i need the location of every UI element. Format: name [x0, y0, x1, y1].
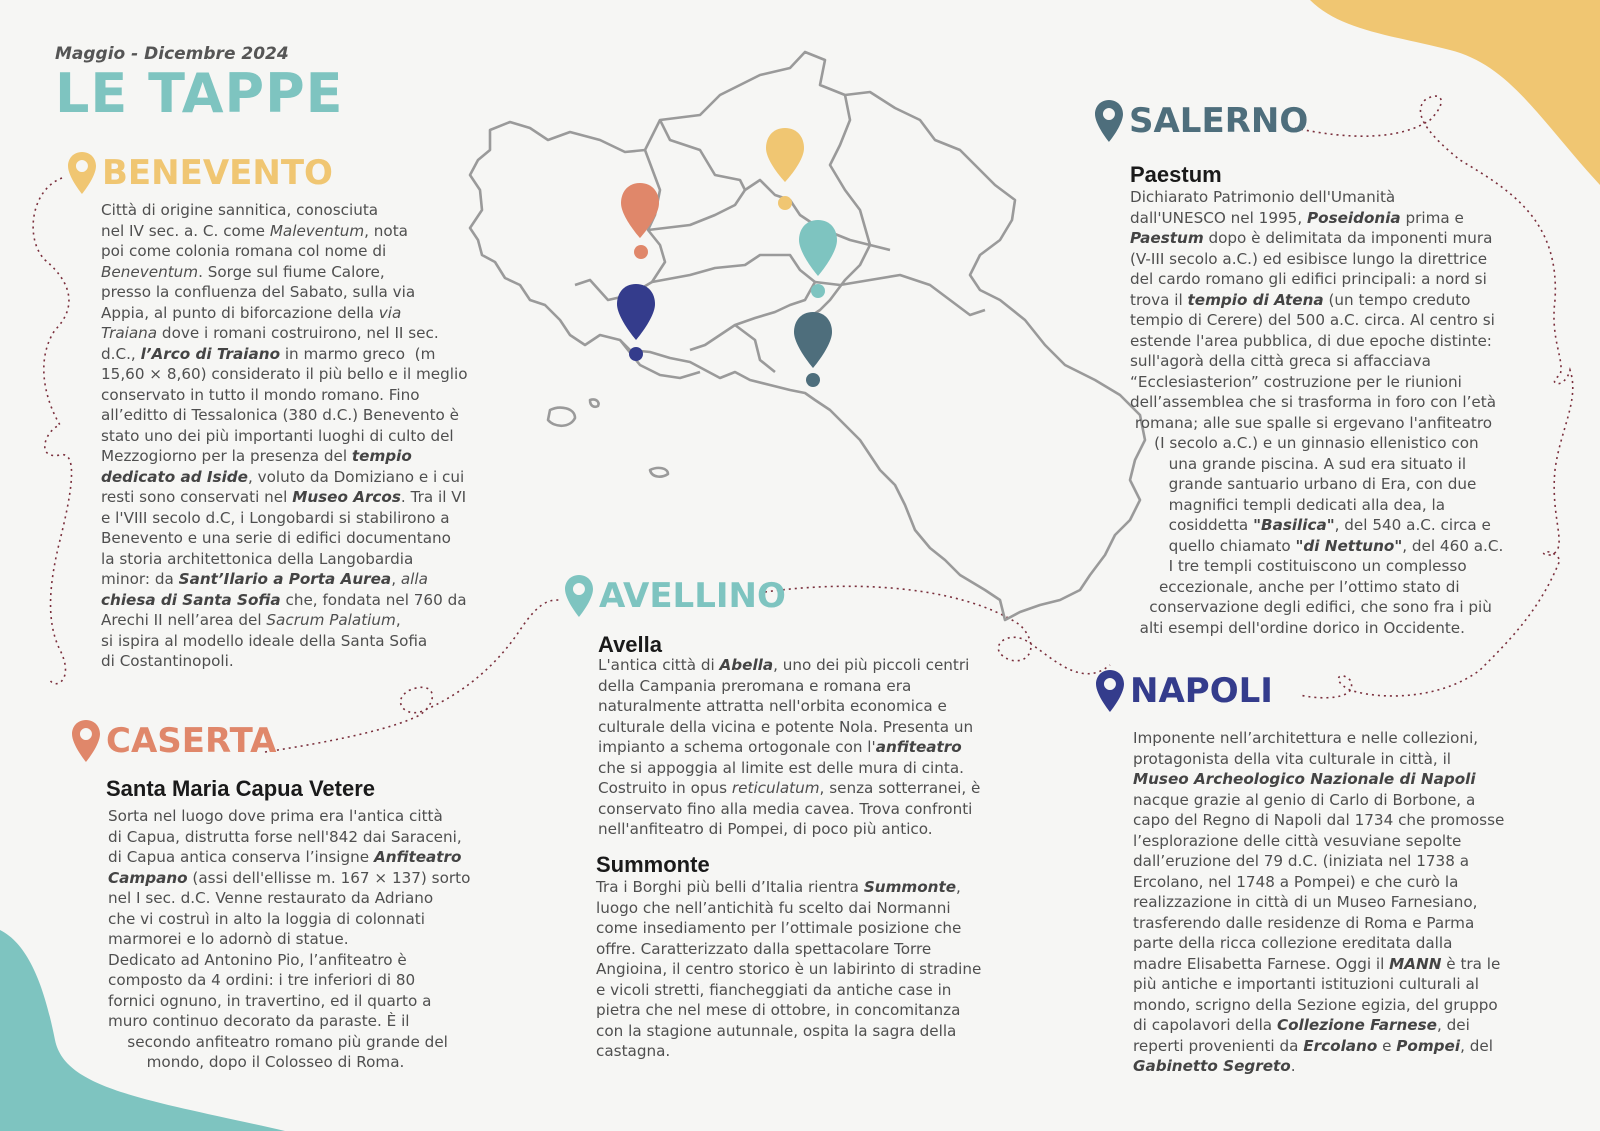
text-line: quello chiamato "di Nettuno", del 460 a.C.	[1130, 536, 1504, 555]
text-line: resti sono conservati nel Museo Arcos. Tra il VI	[101, 488, 467, 506]
text-line: naturalmente attratta nell'orbita economica e	[598, 697, 947, 715]
text-line: mondo, dopo il Colosseo di Roma.	[108, 1053, 405, 1071]
text-line: dedicato ad Iside, voluto da Domiziano e i cui	[101, 467, 465, 486]
city-title-avellino	[563, 573, 786, 619]
text-line: come insediamento per l’ottimale posizione che	[596, 919, 962, 937]
text-line: I tre templi costituiscono un complesso	[1130, 557, 1467, 575]
text-line: presso la confluenza del Sabato, sulla via	[101, 283, 416, 301]
text-line: del cardo romano gli edifici principali: a nord si	[1130, 270, 1487, 288]
text-line: all’editto di Tessalonica (380 d.C.) Benevento è	[101, 406, 460, 424]
text-line: Benevento e una serie di edifici documentano	[101, 529, 451, 547]
text-line: Appia, al punto di biforcazione della via	[101, 303, 402, 322]
avellino-site-summonte: Summonte	[596, 852, 710, 877]
text-line: 15,60 × 8,60) considerato il più bello e il meglio	[101, 365, 468, 383]
text-line: Dichiarato Patrimonio dell'Umanità	[1130, 188, 1396, 206]
text-line: e l'VIII secolo d.C, i Longobardi si stabilirono a	[101, 508, 450, 527]
text-line: conservazione degli edifici, che sono fra i più	[1130, 598, 1492, 616]
text-line: e vicoli stretti, fiancheggiati da antiche case in	[596, 980, 952, 999]
text-line: Mezzogiorno per la presenza del tempio	[101, 447, 412, 465]
text-line: chiesa di Santa Sofia che, fondata nel 760 da	[101, 590, 467, 609]
text-line: “Ecclesiasterion” costruzione per le riunioni	[1130, 372, 1462, 391]
text-line: romana; alle sue spalle si ergevano l'anfiteatro	[1130, 413, 1493, 432]
text-line: protagonista della vita culturale in città, il	[1133, 749, 1452, 768]
text-line: grande santuario urbano di Era, con due	[1130, 475, 1477, 493]
text-line: muro continuo decorato da paraste. È il	[108, 1012, 410, 1030]
text-line: trova il tempio di Atena (un tempo creduto	[1130, 290, 1471, 309]
date-range: Maggio - Dicembre 2024	[55, 44, 289, 64]
text-line: castagna.	[596, 1042, 671, 1060]
location-pin-icon	[1094, 668, 1126, 714]
text-line: Sorta nel luogo dove prima era l'antica città	[108, 807, 443, 825]
city-name-caserta: CASERTA	[106, 721, 277, 761]
text-line: Dedicato ad Antonino Pio, l’anfiteatro è	[108, 950, 407, 969]
location-pin-icon	[563, 573, 595, 619]
caserta-text	[108, 806, 508, 1073]
text-line: culturale della vicina e potente Nola. Presenta un	[598, 717, 974, 736]
avellino-site-avella: Avella	[598, 632, 663, 657]
text-line: sull'agorà della città greca si affacciava	[1130, 352, 1431, 370]
text-line: d.C., l’Arco di Traiano in marmo greco (m	[101, 344, 436, 363]
text-line: reperti provenienti da Ercolano e Pompei, del	[1133, 1036, 1493, 1055]
map-pin-yellow[interactable]	[766, 128, 804, 210]
text-line: Città di origine sannitica, conosciuta	[101, 201, 379, 219]
text-line: pietra che nel mese di ottobre, in concomitanza	[596, 1001, 961, 1019]
text-line: di capolavori della Collezione Farnese, dei	[1133, 1016, 1470, 1034]
location-pin-icon	[1093, 98, 1125, 144]
text-line: marmorei e lo adornò di statue.	[108, 930, 349, 948]
text-line: magnifici templi dedicati alla dea, la	[1130, 495, 1446, 514]
text-line: più antiche e importanti istituzioni culturali al	[1133, 975, 1479, 993]
city-name-salerno: SALERNO	[1129, 101, 1309, 141]
text-line: capo del Regno di Napoli dal 1734 che promosse	[1133, 811, 1505, 829]
text-line: che si appoggia al limite est delle mura di cinta.	[598, 758, 964, 777]
text-line: la storia architettonica della Langobardia	[101, 549, 414, 568]
text-line: Beneventum. Sorge sul fiume Calore,	[101, 262, 385, 281]
text-line: Campano (assi dell'ellisse m. 167 × 137) sorto	[108, 868, 471, 887]
text-line: minor: da Sant’Ilario a Porta Aurea, alla	[101, 570, 428, 588]
summonte-text	[596, 877, 1026, 1062]
text-line: Tra i Borghi più belli d’Italia rientra Summonte,	[596, 878, 961, 896]
text-line: alti esempi dell'ordine dorico in Occidente.	[1130, 618, 1465, 637]
text-line: di Costantinopoli.	[101, 652, 234, 670]
napoli-text	[1133, 728, 1573, 1077]
map-pin-navy[interactable]	[617, 284, 655, 361]
text-line: Imponente nell’architettura e nelle collezioni,	[1133, 729, 1479, 747]
text-line: di Capua, distrutta forse nell'842 dai Saraceni,	[108, 827, 462, 846]
text-line: Ercolano, nel 1748 a Pompei) e che curò la	[1133, 872, 1459, 891]
text-line: nel IV sec. a. C. come Maleventum, nota	[101, 221, 408, 240]
text-line: di Capua antica conserva l’insigne Anfiteatro	[108, 848, 462, 866]
text-line: mondo, scrigno della Sezione egizia, del gruppo	[1133, 995, 1498, 1014]
benevento-text	[101, 200, 501, 672]
text-line: Museo Archeologico Nazionale di Napoli	[1133, 770, 1476, 788]
text-line: della Campania preromana e romana era	[598, 676, 912, 695]
avella-text	[598, 655, 1028, 840]
text-line: conservato in tutto il mondo romano. Fino	[101, 385, 420, 404]
text-line: luogo che nell’antichità fu scelto dai Normanni	[596, 898, 951, 917]
city-name-benevento: BENEVENTO	[102, 153, 333, 193]
city-title-benevento	[66, 150, 333, 196]
map-pin-orange[interactable]	[621, 183, 659, 259]
city-name-avellino: AVELLINO	[599, 576, 786, 616]
text-line: realizzazione in città di un Museo Farnesiano,	[1133, 893, 1478, 911]
salerno-site-title: Paestum	[1130, 162, 1222, 187]
map-pin-slate[interactable]	[794, 312, 832, 387]
text-line: si ispira al modello ideale della Santa Sofia	[101, 631, 428, 650]
map-pin-teal[interactable]	[799, 220, 837, 298]
text-line: fornici ognuno, in travertino, ed il quarto a	[108, 991, 432, 1010]
text-line: offre. Caratterizzato dalla spettacolare Torre	[596, 939, 932, 958]
text-line: stato uno dei più importanti luoghi di culto del	[101, 426, 454, 445]
text-line: Costruito in opus reticulatum, senza sotterranei, è	[598, 779, 981, 797]
text-line: l’esplorazione delle città vesuviane sepolte	[1133, 831, 1462, 850]
caserta-site-title: Santa Maria Capua Vetere	[106, 776, 376, 801]
text-line: impianto a schema ortogonale con l'anfiteatro	[598, 738, 962, 756]
text-line: nel I sec. d.C. Venne restaurato da Adriano	[108, 889, 434, 907]
text-line: Arechi II nell’area del Sacrum Palatium,	[101, 611, 401, 629]
text-line: dall’eruzione del 79 d.C. (iniziata nel 1738 a	[1133, 852, 1470, 870]
text-line: cosiddetta "Basilica", del 540 a.C. circa e	[1130, 516, 1491, 534]
text-line: Traiana dove i romani costruirono, nel II sec.	[101, 324, 439, 342]
text-line: dall'UNESCO nel 1995, Poseidonia prima e	[1130, 208, 1464, 227]
city-title-salerno	[1093, 98, 1308, 144]
text-line: (V-III secolo a.C.) ed esibisce lungo la direttrice	[1130, 249, 1488, 268]
text-line: eccezionale, anche per l’ottimo stato di	[1130, 577, 1460, 596]
text-line: che vi costruì in alto la loggia di colonnati	[108, 909, 425, 928]
city-title-caserta	[70, 718, 277, 764]
text-line: conservato fino alla media cavea. Trova confronti	[598, 799, 973, 818]
location-pin-icon	[70, 718, 102, 764]
city-title-napoli	[1094, 668, 1273, 714]
text-line: Gabinetto Segreto.	[1133, 1057, 1296, 1075]
text-line: estende l'area pubblica, di due epoche distinte:	[1130, 331, 1492, 350]
text-line: nacque grazie al genio di Carlo di Borbone, a	[1133, 790, 1476, 809]
location-pin-icon	[66, 150, 98, 196]
text-line: parte della ricca collezione ereditata dalla	[1133, 934, 1453, 952]
text-line: secondo anfiteatro romano più grande del	[108, 1032, 448, 1051]
text-line: Paestum dopo è delimitata da imponenti mura	[1130, 229, 1493, 247]
text-line: trasferendo dalle residenze di Roma e Parma	[1133, 913, 1475, 932]
text-line: con la stagione autunnale, ospita la sagra della	[596, 1021, 957, 1040]
text-line: dell’assemblea che si trasforma in foro con l’età	[1130, 393, 1497, 411]
page-title: LE TAPPE	[55, 62, 344, 125]
text-line: nell'anfiteatro di Pompei, di poco più antico.	[598, 820, 933, 838]
text-line: L'antica città di Abella, uno dei più piccoli centri	[598, 656, 970, 674]
text-line: Angioina, il centro storico è un labirinto di stradine	[596, 960, 982, 978]
text-line: composto da 4 ordini: i tre inferiori di 80	[108, 971, 416, 989]
city-name-napoli: NAPOLI	[1130, 671, 1273, 711]
text-line: madre Elisabetta Farnese. Oggi il MANN è tra le	[1133, 954, 1501, 973]
text-line: poi come colonia romana col nome di	[101, 242, 387, 260]
text-line: tempio di Cerere) del 500 a.C. circa. Al centro si	[1130, 311, 1495, 329]
salerno-text	[1130, 187, 1570, 638]
text-line: una grande piscina. A sud era situato il	[1130, 454, 1467, 473]
text-line: (I secolo a.C.) e un ginnasio ellenistico con	[1130, 434, 1479, 452]
